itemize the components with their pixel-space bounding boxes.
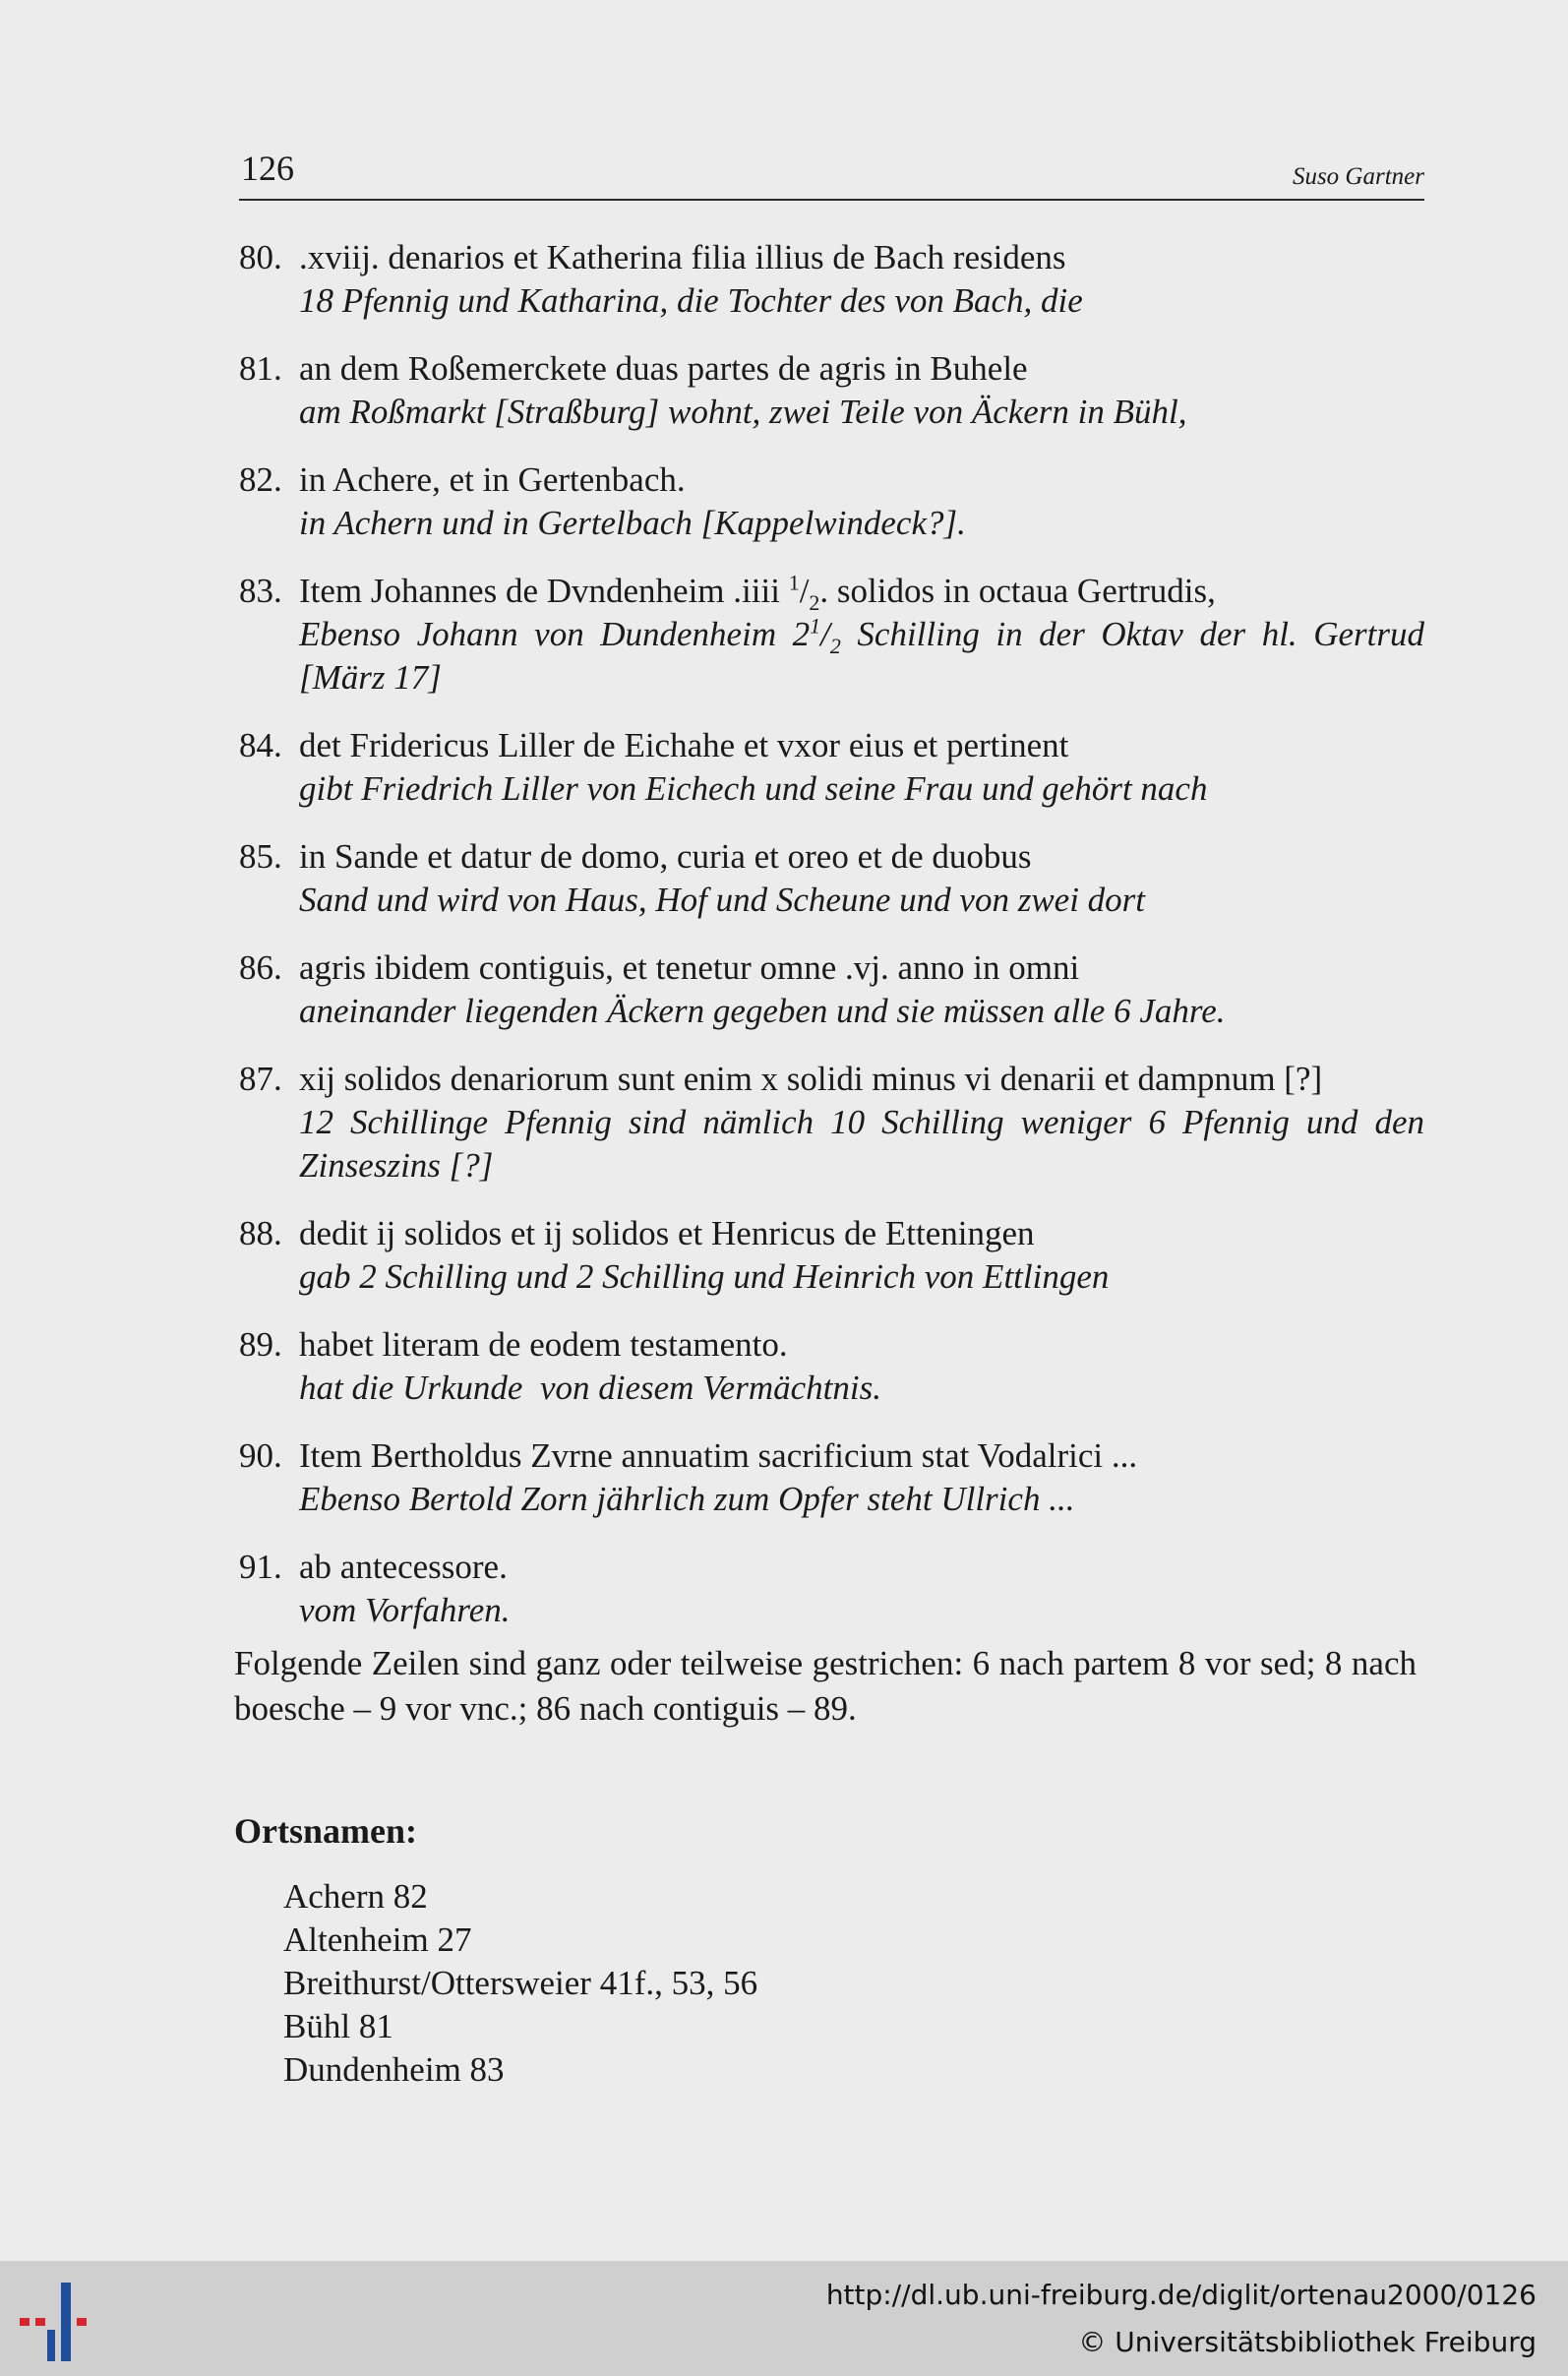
latin-text: in Sande et datur de domo, curia et oreo et de duobus (299, 837, 1032, 876)
german-text-part: Ebenso Johann von Dundenheim 2 (299, 615, 811, 653)
entry-83 (239, 570, 1424, 700)
place-item: Achern 82 (283, 1877, 428, 1916)
german-text-part: Schilling in der Oktav der hl. Gertrud [März 17] (299, 615, 1424, 697)
german-translation: 18 Pfennig und Katharina, die Tochter des von Bach, die (299, 281, 1083, 320)
entry-number: 82. (239, 460, 282, 499)
page-number: 126 (241, 149, 294, 188)
place-item: Altenheim 27 (283, 1920, 472, 1959)
entry-number: 90. (239, 1436, 282, 1475)
latin-text-part: . solidos in octaua Gertrudis, (819, 572, 1216, 610)
entry-list (239, 236, 1424, 1657)
entry-number: 85. (239, 837, 282, 876)
german-translation: Ebenso Bertold Zorn jährlich zum Opfer steht Ullrich ... (299, 1480, 1075, 1518)
fraction-numerator: 1 (810, 613, 821, 639)
deletion-note: Folgende Zeilen sind ganz oder teilweise gestrichen: 6 nach partem 8 vor sed; 8 nach boesche – 9 vor vnc.; 86 nach contiguis – 89. (234, 1644, 1417, 1728)
entry-number: 87. (239, 1060, 282, 1098)
entry-number: 81. (239, 349, 282, 388)
german-translation: Sand und wird von Haus, Hof und Scheune und von zwei dort (299, 881, 1146, 919)
running-head (239, 146, 1424, 201)
fraction-denominator: 2 (809, 590, 820, 615)
entry-number: 89. (239, 1325, 282, 1364)
footer-url-link[interactable]: http://dl.ub.uni-freiburg.de/diglit/ortenau2000/0126 (825, 2279, 1537, 2311)
latin-text: .xviij. denarios et Katherina filia illius de Bach residens (299, 238, 1066, 276)
fraction-denominator: 2 (829, 634, 841, 658)
entry-81 (239, 347, 1424, 434)
entry-89 (239, 1323, 1424, 1410)
latin-text: xij solidos denariorum sunt enim x solidi minus vi denarii et dampnum [?] (299, 1060, 1323, 1098)
latin-text: det Fridericus Liller de Eichahe et vxor eius et pertinent (299, 726, 1069, 764)
places-heading: Ortsnamen: (234, 1811, 417, 1851)
german-translation: hat die Urkunde von diesem Vermächtnis. (299, 1369, 881, 1407)
fraction-slash: / (820, 615, 830, 653)
fraction-slash: / (799, 572, 810, 610)
entry-number: 83. (239, 572, 282, 610)
entry-91 (239, 1546, 1424, 1632)
entry-85 (239, 835, 1424, 922)
latin-text: Item Bertholdus Zvrne annuatim sacrificium stat Vodalrici ... (299, 1436, 1138, 1475)
german-translation: 12 Schillinge Pfennig sind nämlich 10 Schilling weniger 6 Pfennig und den Zinseszins [?] (299, 1103, 1424, 1185)
german-translation: aneinander liegenden Äckern gegeben und sie müssen alle 6 Jahre. (299, 992, 1226, 1030)
entry-84 (239, 724, 1424, 811)
footer-bar (0, 2261, 1568, 2376)
entry-number: 84. (239, 726, 282, 764)
entry-82 (239, 458, 1424, 545)
place-item: Breithurst/Ottersweier 41f., 53, 56 (283, 1964, 758, 2002)
german-translation: am Roßmarkt [Straßburg] wohnt, zwei Teile von Äckern in Bühl, (299, 393, 1187, 431)
entry-number: 80. (239, 238, 282, 276)
latin-text (299, 570, 1424, 613)
place-item: Bühl 81 (283, 2007, 393, 2045)
german-translation: gibt Friedrich Liller von Eichech und seine Frau und gehört nach (299, 769, 1208, 808)
latin-text: habet literam de eodem testamento. (299, 1325, 788, 1364)
fraction-numerator: 1 (788, 570, 800, 595)
entry-number: 86. (239, 948, 282, 987)
latin-text: in Achere, et in Gertenbach. (299, 460, 686, 499)
ub-freiburg-logo-icon (20, 2283, 98, 2361)
latin-text: ab antecessore. (299, 1548, 508, 1586)
latin-text: an dem Roßemerckete duas partes de agris in Buhele (299, 349, 1028, 388)
entry-80 (239, 236, 1424, 323)
entry-number: 91. (239, 1548, 282, 1586)
entry-87 (239, 1058, 1424, 1188)
running-head-author: Suso Gartner (1292, 163, 1424, 190)
latin-text-part: Item Johannes de Dvndenheim .iiii (299, 572, 789, 610)
german-translation: in Achern und in Gertelbach [Kappelwindeck?]. (299, 504, 966, 542)
place-item: Dundenheim 83 (283, 2050, 505, 2089)
latin-text: agris ibidem contiguis, et tenetur omne .vj. anno in omni (299, 948, 1080, 987)
entry-86 (239, 946, 1424, 1033)
german-translation (299, 613, 1424, 700)
german-translation: vom Vorfahren. (299, 1591, 511, 1629)
footer-copyright: © Universitätsbibliothek Freiburg (1078, 2326, 1537, 2358)
entry-number: 88. (239, 1214, 282, 1252)
entry-88 (239, 1212, 1424, 1299)
latin-text: dedit ij solidos et ij solidos et Henricus de Etteningen (299, 1214, 1035, 1252)
german-translation: gab 2 Schilling und 2 Schilling und Heinrich von Ettlingen (299, 1257, 1110, 1296)
entry-90 (239, 1434, 1424, 1521)
places-list (283, 1875, 757, 2092)
